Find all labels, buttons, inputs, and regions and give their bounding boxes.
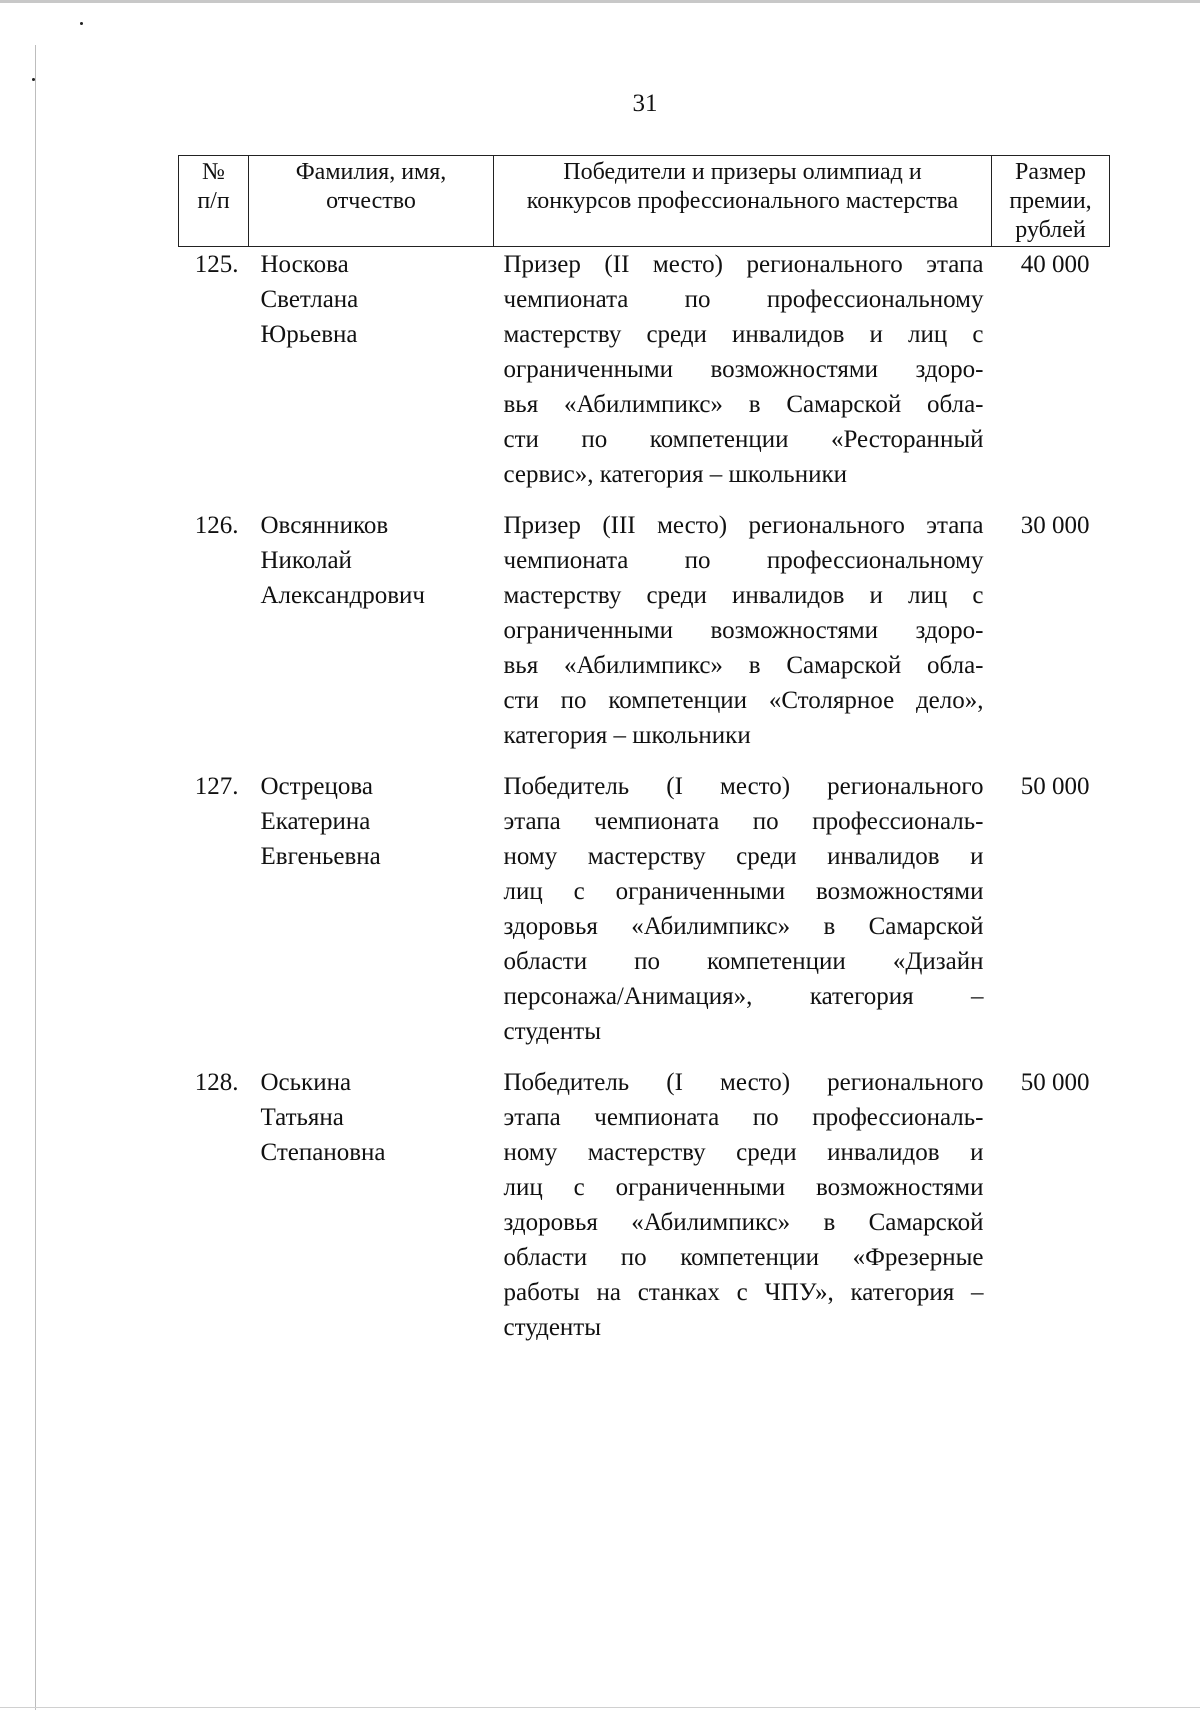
- full-name: [249, 508, 494, 753]
- header-number: № п/п: [179, 156, 249, 247]
- patronymic: Юрьевна: [260, 321, 358, 348]
- achievement-description: Призер (III место) регионального этапа чемпионата по профессиональному мастерству среди инвалидов и лиц с ограниченными возможностями здоро- вья «Абилимпикс» в Самарской обла- сти по компетенции «Столярное дело», категория – школьники: [503, 512, 984, 749]
- achievement-description: Победитель (I место) регионального этапа чемпионата по профессиональ- ному мастерству среди инвалидов и лиц с ограниченными возможностями здоровья «Абилимпикс» в Самарской области по компетенции «Дизайн персонажа/Анимация», категория – студенты: [503, 773, 984, 1045]
- table-row: [179, 508, 1110, 753]
- page-number: 31: [632, 90, 658, 117]
- patronymic: Александрович: [260, 582, 426, 609]
- first-name: Светлана: [260, 286, 359, 313]
- scan-left-edge: [35, 45, 36, 1710]
- patronymic: Евгеньевна: [260, 843, 381, 870]
- scan-bottom-edge: [0, 1707, 1200, 1708]
- surname: Острецова: [260, 773, 373, 800]
- first-name: Екатерина: [260, 808, 371, 835]
- first-name: Николай: [260, 547, 352, 574]
- first-name: Татьяна: [260, 1104, 344, 1131]
- prize-amount: 50 000: [1020, 773, 1090, 800]
- full-name: [249, 769, 494, 1049]
- prize-amount: 30 000: [1020, 512, 1090, 539]
- surname: Оськина: [260, 1069, 352, 1096]
- prize-amount: 40 000: [1020, 251, 1090, 278]
- row-number: 127.: [194, 773, 239, 800]
- awards-table: [178, 155, 1110, 1345]
- full-name: [249, 1065, 494, 1345]
- table-row: [179, 769, 1110, 1049]
- table-header-row: [179, 156, 1110, 247]
- row-number: 126.: [194, 512, 239, 539]
- achievement-description: Победитель (I место) регионального этапа чемпионата по профессиональ- ному мастерству среди инвалидов и лиц с ограниченными возможностями здоровья «Абилимпикс» в Самарской области по компетенции «Фрезерные работы на станках с ЧПУ», категория – студенты: [503, 1069, 984, 1341]
- row-number: 125.: [194, 251, 239, 278]
- surname: Носкова: [260, 251, 349, 278]
- scan-speck: [32, 78, 35, 81]
- patronymic: Степановна: [260, 1139, 386, 1166]
- surname: Овсянников: [260, 512, 389, 539]
- header-achievement: Победители и призеры олимпиад и конкурсов профессионального мастерства: [494, 156, 992, 247]
- table-row: [179, 247, 1110, 493]
- header-full-name: Фамилия, имя, отчество: [249, 156, 494, 247]
- achievement-description: Призер (II место) регионального этапа чемпионата по профессиональному мастерству среди инвалидов и лиц с ограниченными возможностями здоро- вья «Абилимпикс» в Самарской обла- сти по компетенции «Ресторанный сервис», категория – школьники: [503, 251, 984, 488]
- row-number: 128.: [194, 1069, 239, 1096]
- full-name: [249, 247, 494, 493]
- scan-top-edge: [0, 0, 1200, 3]
- scan-speck: [80, 22, 83, 25]
- header-prize-amount: Размер премии, рублей: [992, 156, 1110, 247]
- table-row: [179, 1065, 1110, 1345]
- prize-amount: 50 000: [1020, 1069, 1090, 1096]
